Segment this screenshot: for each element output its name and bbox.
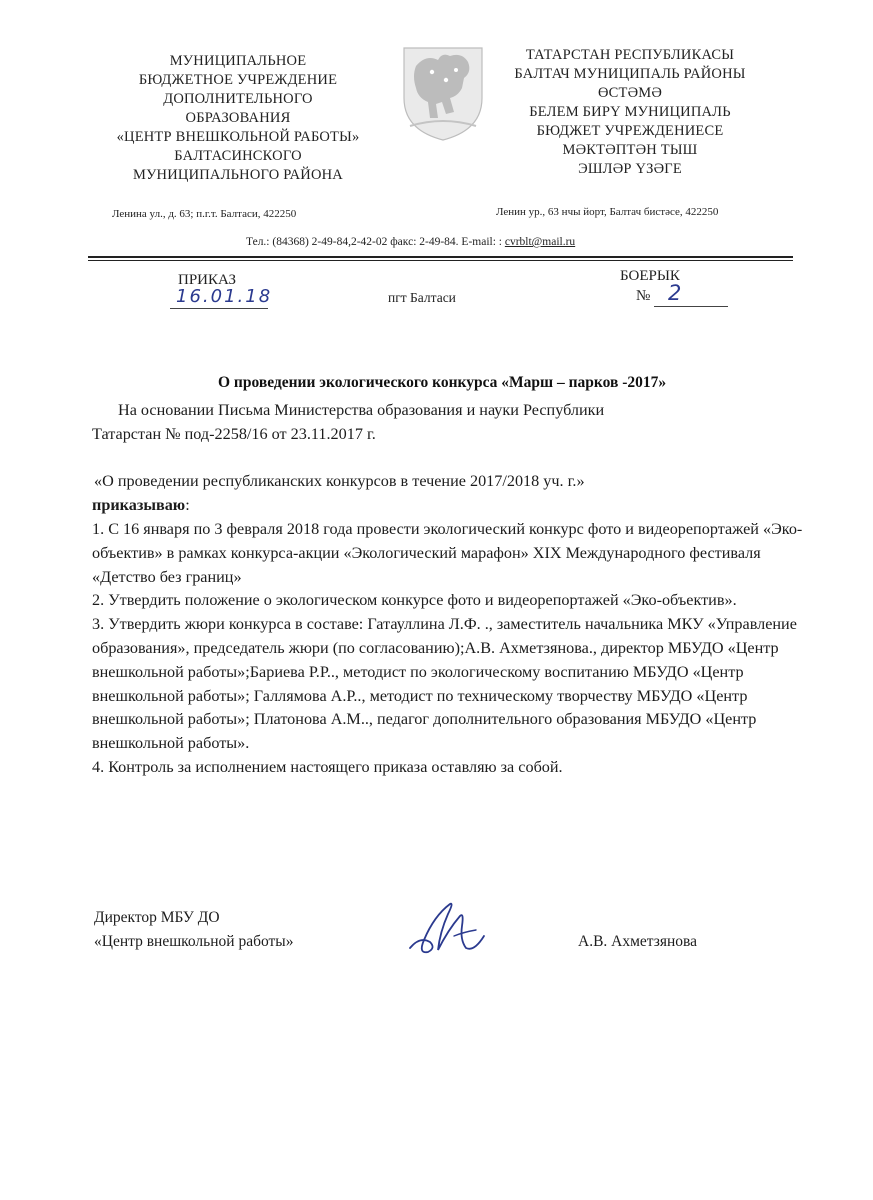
document-title: О проведении экологического конкурса «Марш – парков -2017» bbox=[218, 374, 667, 391]
signature-position bbox=[94, 906, 293, 954]
date-underline bbox=[170, 308, 268, 309]
header-left-line: МУНИЦИПАЛЬНОЕ bbox=[169, 53, 307, 69]
header-left-line: БЮДЖЕТНОЕ УЧРЕЖДЕНИЕ bbox=[138, 72, 338, 88]
handwritten-signature bbox=[404, 896, 494, 960]
order-label-tt: БОЕРЫК bbox=[620, 268, 680, 284]
header-right-line: ТАТАРСТАН РЕСПУБЛИКАСЫ bbox=[525, 47, 735, 63]
header-left-line: ДОПОЛНИТЕЛЬНОГО bbox=[163, 91, 313, 107]
order-item-3: 3. Утвердить жюри конкурса в составе: Гатауллина Л.Ф. ., заместитель начальника МКУ «Управление образования», председатель жюри (по согласованию);А.В. Ахметзянова., директор МБУДО «Центр внешкольной работы»;Бариева Р.Р.., методист по экологическому воспитанию МБУДО «Центр внешкольной работы»; Галлямова А.Р.., методист по техническому творчеству МБУДО «Центр внешкольной работы»; Платонова А.М.., педагог дополнительного образования МБУДО «Центр внешкольной работы». bbox=[92, 615, 797, 753]
header-left-line: «ЦЕНТР ВНЕШКОЛЬНОЙ РАБОТЫ» bbox=[116, 129, 360, 145]
order-colon: : bbox=[185, 496, 190, 515]
signatory-name: А.В. Ахметзянова bbox=[578, 933, 698, 950]
signature-position-line-2: «Центр внешкольной работы» bbox=[94, 933, 294, 950]
contacts-line bbox=[246, 236, 575, 248]
contacts-text: Тел.: (84368) 2-49-84,2-42-02 факс: 2-49-84. E-mail: : bbox=[246, 236, 505, 248]
header-right-line: ЭШЛӘР ҮЗӘГЕ bbox=[578, 161, 682, 177]
signature-position-line-1: Директор МБУ ДО bbox=[94, 909, 220, 926]
order-directive bbox=[92, 494, 804, 518]
right-address: Ленин ур., 63 нчы йорт, Балтач бистәсе, 422250 bbox=[496, 206, 719, 218]
header-divider-bottom bbox=[88, 260, 793, 261]
email-link[interactable]: cvrblt@mail.ru bbox=[504, 236, 576, 248]
header-right-line: БЮДЖЕТ УЧРЕЖДЕНИЕСЕ bbox=[536, 123, 724, 139]
order-number-label: № bbox=[636, 288, 651, 304]
signature-graphic bbox=[404, 896, 494, 960]
header-divider-top bbox=[88, 256, 793, 258]
intro-line-3: «О проведении республиканских конкурсов в течение 2017/2018 уч. г.» bbox=[94, 472, 585, 491]
order-item-2: 2. Утвердить положение о экологическом конкурсе фото и видеорепортажей «Эко-объектив». bbox=[92, 591, 737, 610]
order-label-ru: ПРИКАЗ bbox=[178, 272, 236, 288]
order-date: 16.01.18 bbox=[176, 286, 273, 307]
order-item-1: 1. С 16 января по 3 февраля 2018 года провести экологический конкурс фото и видеорепортажей «Эко-объектив» в рамках конкурса-акции «Экологический марафон» XIX Международного фестиваля «Детство без границ» bbox=[92, 519, 803, 586]
order-item-4: 4. Контроль за исполнением настоящего приказа оставляю за собой. bbox=[92, 757, 563, 776]
left-address: Ленина ул., д. 63; п.г.т. Балтаси, 422250 bbox=[112, 208, 297, 220]
header-left-line: ОБРАЗОВАНИЯ bbox=[185, 110, 291, 126]
header-left-org-name bbox=[88, 52, 388, 185]
intro-line-1: На основании Письма Министерства образования и науки Республики bbox=[118, 401, 605, 419]
coat-of-arms-icon bbox=[402, 46, 484, 142]
number-underline bbox=[654, 306, 728, 307]
header-right-org-name bbox=[482, 46, 778, 179]
header-right-line: БЕЛЕМ БИРҮ МУНИЦИПАЛЬ bbox=[529, 104, 731, 120]
header-left-line: БАЛТАСИНСКОГО bbox=[174, 148, 302, 164]
blank-line bbox=[92, 447, 804, 471]
header-left-line: МУНИЦИПАЛЬНОГО РАЙОНА bbox=[133, 167, 343, 183]
order-place: пгт Балтаси bbox=[388, 290, 456, 305]
header-right-line: ӨСТӘМӘ bbox=[597, 85, 663, 101]
intro-line-2: Татарстан № под-2258/16 от 23.11.2017 г. bbox=[92, 424, 376, 443]
coat-of-arms-graphic bbox=[402, 46, 484, 142]
order-word: приказываю bbox=[92, 496, 186, 515]
order-number: 2 bbox=[668, 281, 682, 305]
header-right-line: БАЛТАЧ МУНИЦИПАЛЬ РАЙОНЫ bbox=[514, 66, 746, 82]
header-right-line: МӘКТӘПТӘН ТЫШ bbox=[562, 142, 698, 158]
document-body bbox=[92, 399, 804, 780]
